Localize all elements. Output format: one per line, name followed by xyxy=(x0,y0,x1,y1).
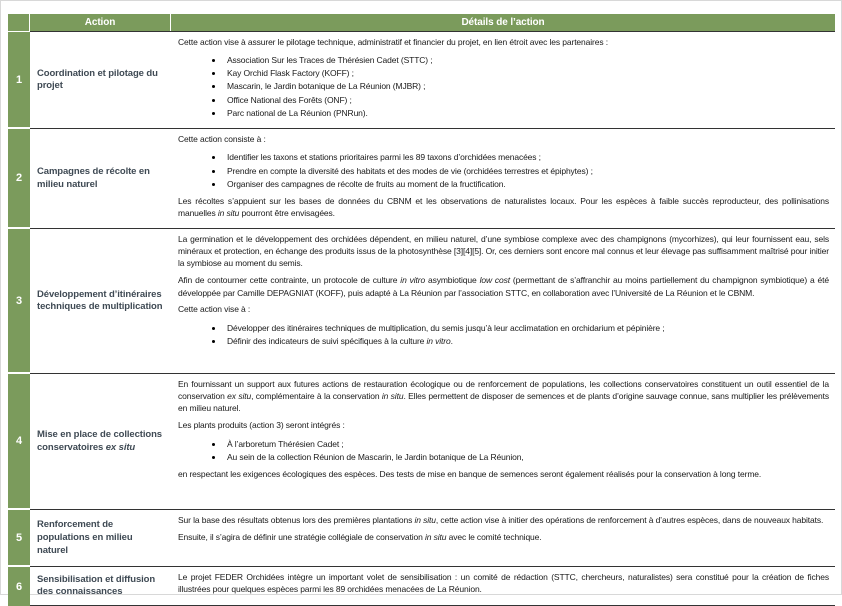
details-list xyxy=(178,322,829,348)
table-header xyxy=(8,14,835,31)
bullet-item: • Mascarin, le Jardin botanique de La Réunion (MJBR) ; xyxy=(224,80,829,92)
row-number: 5 xyxy=(8,510,30,565)
details-paragraph: Les récoltes s’appuient sur les bases de données du CBNM et les observations de naturalistes locaux. Pour les espèces à faible succès reproducteur, des pollinisations manuelles in situ pourront être envisagées. xyxy=(178,196,829,219)
details-paragraph: Afin de contourner cette contrainte, un protocole de culture in vitro asymbiotique low cost (permettant de s’affranchir au moins partiellement du champignon symbiotique) a été développée par Camille DEPAGNIAT (KOFF), puis adapté à La Réunion par l’association STTC, en collaboration avec l’Université de La Réunion et le CBNM. xyxy=(178,275,829,298)
details-paragraph: En fournissant un support aux futures actions de restauration écologique ou de renforcement de populations, les collections conservatoires constituent un outil essentiel de la conservation ex situ, complémentaire à la conservation in situ. Elles permettent de disposer de semences et de plants d’origine sauvage connue, sans multiplier les prélèvements en milieu naturel. xyxy=(178,378,830,414)
bullet-item: • Identifier les taxons et stations prioritaires parmi les 89 taxons d’orchidées menacées ; xyxy=(224,151,829,163)
action-name: Coordination et pilotage du projet xyxy=(30,31,171,128)
details-list xyxy=(178,54,829,120)
row-number: 4 xyxy=(8,374,30,508)
bullet-item: • Organiser des campagnes de récolte de fruits au moment de la fructification. xyxy=(224,178,829,190)
action-details xyxy=(171,31,835,128)
action-details xyxy=(171,128,835,228)
header-action: Action xyxy=(30,14,171,31)
table-row xyxy=(8,566,835,606)
action-name: Renforcement de populations en milieu naturel xyxy=(30,509,171,566)
table-row xyxy=(8,228,835,373)
details-paragraph: Ensuite, il s’agira de définir une stratégie collégiale de conservation in situ avec le comité technique. xyxy=(178,531,542,542)
table-row xyxy=(8,128,835,228)
row-number: 1 xyxy=(8,32,30,127)
row-number: 2 xyxy=(8,129,30,227)
details-paragraph: Les plants produits (action 3) seront intégrés : xyxy=(178,420,345,431)
action-name: Développement d’itinéraires techniques de multiplication xyxy=(30,228,171,373)
action-details xyxy=(171,509,835,566)
table-row xyxy=(8,373,835,509)
table-body xyxy=(8,31,835,606)
bullet-item: • Au sein de la collection Réunion de Mascarin, le Jardin botanique de La Réunion, xyxy=(224,451,829,463)
details-paragraph: Cette action vise à : xyxy=(178,304,251,315)
action-name: Mise en place de collections conservatoires ex situ xyxy=(30,373,171,509)
row-number: 3 xyxy=(8,229,30,372)
bullet-item: • Association Sur les Traces de Thérésien Cadet (STTC) ; xyxy=(224,54,829,66)
row-number: 6 xyxy=(8,567,30,606)
action-name: Campagnes de récolte en milieu naturel xyxy=(30,128,171,228)
details-paragraph: en respectant les exigences écologiques des espèces. Des tests de mise en banque de semences seront également réalisés pour la conservation à long terme. xyxy=(178,469,762,480)
details-list xyxy=(178,438,829,464)
action-details xyxy=(171,566,835,606)
header-details: Détails de l’action xyxy=(171,14,835,31)
header-number-cell xyxy=(8,14,30,31)
bullet-item: • Prendre en compte la diversité des habitats et des modes de vie (orchidées terrestres et épiphytes) ; xyxy=(224,165,829,177)
bullet-item: • Kay Orchid Flask Factory (KOFF) ; xyxy=(224,67,829,79)
action-name: Sensibilisation et diffusion des connaissances xyxy=(30,566,171,606)
bullet-item: • Parc national de La Réunion (PNRun). xyxy=(224,107,829,119)
bullet-item: • Office National des Forêts (ONF) ; xyxy=(224,94,829,106)
details-paragraph: Cette action consiste à : xyxy=(178,133,266,144)
action-details xyxy=(171,373,835,509)
action-details xyxy=(171,228,835,373)
details-list xyxy=(178,151,829,190)
details-paragraph: Cette action vise à assurer le pilotage technique, administratif et financier du projet, en lien étroit avec les partenaires : xyxy=(178,36,608,47)
actions-table xyxy=(8,14,835,606)
bullet-item: • Définir des indicateurs de suivi spécifiques à la culture in vitro. xyxy=(224,335,829,347)
table-row xyxy=(8,31,835,128)
bullet-item: • Développer des itinéraires techniques de multiplication, du semis jusqu’à leur acclimatation en orchidarium et pépinière ; xyxy=(224,322,829,334)
details-paragraph: Le projet FEDER Orchidées intègre un important volet de sensibilisation : un comité de rédaction (STTC, chercheurs, naturalistes) sera constitué pour la création de fiches illustrées pour quelques espèces parmi les 89 orchidées menacées de La Réunion. xyxy=(178,571,829,595)
table-row xyxy=(8,509,835,566)
details-paragraph: Sur la base des résultats obtenus lors des premières plantations in situ, cette action vise à initier des opérations de renforcement à d’autres espèces, dans de nouveaux habitats. xyxy=(178,514,824,525)
details-paragraph: La germination et le développement des orchidées dépendent, en milieu naturel, d’une symbiose complexe avec des champignons (mycorhizes), qui leur fournissent eau, sels minéraux et protection, en échange des produits issus de la photosynthèse [3][4][5]. Or, ces derniers sont encore mal connus et leur élevage pas suffisamment maîtrisé pour initier la symbiose au moment du semis. xyxy=(178,233,829,269)
bullet-item: • À l’arboretum Thérésien Cadet ; xyxy=(224,438,829,450)
